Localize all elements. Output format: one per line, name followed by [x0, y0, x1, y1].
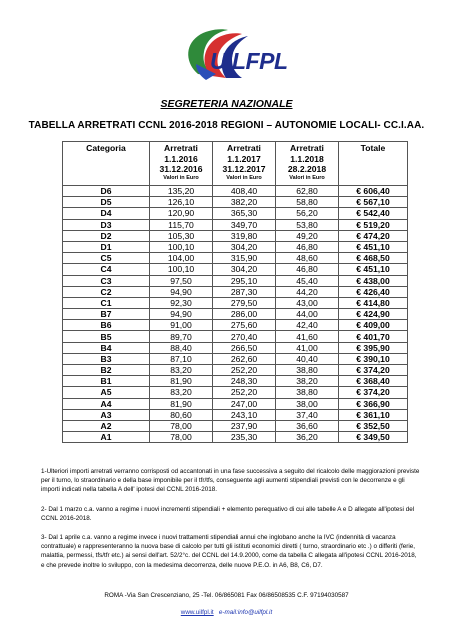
arrears-2017-cell: 248,30	[213, 376, 276, 387]
column-header	[213, 142, 276, 186]
note-1: 1-Ulteriori importi arretrati verranno corrisposti od accantonati in una fase successiva a seguito del ricalcolo delle maggiorazioni previste per il turno, lo straordinario e della base imponibile per il tfr/tfs, conseguente agli aumenti stipendiali previsti con le decorrenze e gli importi indicati nella tabella A dell' ipotesi del CCNL 2016-2018.	[41, 468, 420, 494]
table-row	[63, 398, 408, 409]
arrears-2017-cell: 270,40	[213, 331, 276, 342]
table-row	[63, 331, 408, 342]
arrears-2018-cell: 42,40	[276, 320, 339, 331]
arrears-2017-cell: 304,20	[213, 264, 276, 275]
total-cell: € 349,50	[339, 432, 408, 443]
table-row	[63, 297, 408, 308]
arrears-2018-cell: 38,00	[276, 398, 339, 409]
column-header-line: 31.12.2017	[222, 164, 266, 174]
category-cell: B1	[63, 376, 150, 387]
table-row	[63, 186, 408, 197]
arrears-2017-cell: 315,90	[213, 253, 276, 264]
arrears-2017-cell: 382,20	[213, 197, 276, 208]
arrears-2017-cell: 235,30	[213, 432, 276, 443]
arrears-2018-cell: 62,80	[276, 186, 339, 197]
website-link[interactable]: www.uilfpl.it	[180, 609, 214, 616]
total-cell: € 606,40	[339, 186, 408, 197]
table-row	[63, 230, 408, 241]
category-cell: D4	[63, 208, 150, 219]
arrears-2016-cell: 87,10	[150, 353, 213, 364]
arrears-2016-cell: 80,60	[150, 409, 213, 420]
column-header-line: 1.1.2018	[290, 153, 324, 164]
document-title: TABELLA ARRETRATI CCNL 2016-2018 REGIONI – AUTONOMIE LOCALI- CC.I.AA.	[28, 120, 425, 131]
arrears-2017-cell: 349,70	[213, 219, 276, 230]
total-cell: € 352,50	[339, 420, 408, 431]
category-cell: B6	[63, 320, 150, 331]
arrears-2018-cell: 40,40	[276, 353, 339, 364]
table-row	[63, 409, 408, 420]
arrears-2016-cell: 81,90	[150, 376, 213, 387]
table-row	[63, 365, 408, 376]
arrears-2018-cell: 45,40	[276, 275, 339, 286]
logo-text: UILFPL	[210, 48, 288, 74]
category-cell: B2	[63, 365, 150, 376]
category-cell: C5	[63, 253, 150, 264]
arrears-2018-cell: 41,00	[276, 342, 339, 353]
column-header-line: Arretrati	[227, 143, 261, 153]
category-cell: C1	[63, 297, 150, 308]
arrears-2018-cell: 43,00	[276, 297, 339, 308]
arrears-2018-cell: 46,80	[276, 264, 339, 275]
table-row	[63, 320, 408, 331]
total-cell: € 474,20	[339, 230, 408, 241]
arrears-2016-cell: 83,20	[150, 365, 213, 376]
category-cell: B5	[63, 331, 150, 342]
arrears-2017-cell: 286,00	[213, 309, 276, 320]
total-cell: € 542,40	[339, 208, 408, 219]
arrears-2018-cell: 56,20	[276, 208, 339, 219]
arrears-2018-cell: 41,60	[276, 331, 339, 342]
column-header	[276, 142, 339, 186]
column-header	[339, 142, 408, 186]
footer-contacts	[0, 609, 453, 616]
category-cell: A2	[63, 420, 150, 431]
arrears-2017-cell: 252,20	[213, 365, 276, 376]
arrears-2016-cell: 83,20	[150, 387, 213, 398]
organization-heading: SEGRETERIA NAZIONALE	[160, 98, 293, 110]
arrears-2018-cell: 38,80	[276, 387, 339, 398]
arrears-2017-cell: 279,50	[213, 297, 276, 308]
total-cell: € 390,10	[339, 353, 408, 364]
category-cell: A5	[63, 387, 150, 398]
arrears-2018-cell: 48,60	[276, 253, 339, 264]
column-header-line: 1.1.2017	[227, 153, 261, 164]
table-header-row	[63, 142, 408, 186]
arrears-2016-cell: 115,70	[150, 219, 213, 230]
arrears-2018-cell: 49,20	[276, 230, 339, 241]
table-body	[63, 186, 408, 443]
arrears-2018-cell: 38,80	[276, 365, 339, 376]
arrears-2016-cell: 100,10	[150, 241, 213, 252]
category-cell: B3	[63, 353, 150, 364]
column-header-line: Categoria	[86, 143, 126, 153]
total-cell: € 567,10	[339, 197, 408, 208]
category-cell: D3	[63, 219, 150, 230]
email-text: e-mail:info@uilfpl.it	[218, 609, 273, 616]
table-row	[63, 253, 408, 264]
category-cell: A1	[63, 432, 150, 443]
table-row	[63, 420, 408, 431]
category-cell: C3	[63, 275, 150, 286]
arrears-2016-cell: 81,90	[150, 398, 213, 409]
total-cell: € 361,10	[339, 409, 408, 420]
arrears-2018-cell: 44,20	[276, 286, 339, 297]
total-cell: € 451,10	[339, 264, 408, 275]
arrears-2016-cell: 89,70	[150, 331, 213, 342]
arrears-2017-cell: 247,00	[213, 398, 276, 409]
arrears-2016-cell: 100,10	[150, 264, 213, 275]
category-cell: C4	[63, 264, 150, 275]
table-row	[63, 353, 408, 364]
total-cell: € 424,90	[339, 309, 408, 320]
column-header-line: 1.1.2016	[164, 153, 198, 164]
arrears-2017-cell: 262,60	[213, 353, 276, 364]
arrears-2017-cell: 295,10	[213, 275, 276, 286]
total-cell: € 468,50	[339, 253, 408, 264]
arrears-2018-cell: 53,80	[276, 219, 339, 230]
arrears-2016-cell: 120,90	[150, 208, 213, 219]
column-header-line: 28.2.2018	[287, 164, 327, 174]
column-unit-note: Valori in Euro	[163, 174, 199, 181]
total-cell: € 366,90	[339, 398, 408, 409]
table-row	[63, 387, 408, 398]
arrears-2017-cell: 275,60	[213, 320, 276, 331]
table-row	[63, 241, 408, 252]
arrears-table	[62, 141, 408, 443]
arrears-2017-cell: 365,30	[213, 208, 276, 219]
total-cell: € 401,70	[339, 331, 408, 342]
total-cell: € 395,90	[339, 342, 408, 353]
arrears-2017-cell: 304,20	[213, 241, 276, 252]
table-row	[63, 275, 408, 286]
arrears-2016-cell: 97,50	[150, 275, 213, 286]
total-cell: € 451,10	[339, 241, 408, 252]
arrears-2018-cell: 38,20	[276, 376, 339, 387]
category-cell: D1	[63, 241, 150, 252]
arrears-2016-cell: 126,10	[150, 197, 213, 208]
category-cell: C2	[63, 286, 150, 297]
arrears-2016-cell: 105,30	[150, 230, 213, 241]
column-header-line: 31.12.2016	[159, 164, 203, 174]
arrears-2017-cell: 252,20	[213, 387, 276, 398]
table-row	[63, 376, 408, 387]
arrears-2018-cell: 36,60	[276, 420, 339, 431]
column-unit-note: Valori in Euro	[226, 174, 262, 181]
category-cell: D2	[63, 230, 150, 241]
total-cell: € 374,20	[339, 365, 408, 376]
arrears-2018-cell: 46,80	[276, 241, 339, 252]
arrears-2017-cell: 237,90	[213, 420, 276, 431]
table-row	[63, 432, 408, 443]
category-cell: A3	[63, 409, 150, 420]
arrears-2017-cell: 266,50	[213, 342, 276, 353]
arrears-2018-cell: 37,40	[276, 409, 339, 420]
total-cell: € 368,40	[339, 376, 408, 387]
arrears-2016-cell: 104,00	[150, 253, 213, 264]
table-row	[63, 286, 408, 297]
arrears-2018-cell: 58,80	[276, 197, 339, 208]
table-row	[63, 208, 408, 219]
arrears-2018-cell: 44,00	[276, 309, 339, 320]
category-cell: B4	[63, 342, 150, 353]
arrears-2016-cell: 92,30	[150, 297, 213, 308]
column-header-line: Arretrati	[164, 143, 198, 153]
arrears-2016-cell: 94,90	[150, 309, 213, 320]
column-header-line: Totale	[360, 143, 386, 153]
total-cell: € 409,00	[339, 320, 408, 331]
total-cell: € 374,20	[339, 387, 408, 398]
arrears-2018-cell: 36,20	[276, 432, 339, 443]
category-cell: D6	[63, 186, 150, 197]
arrears-2017-cell: 287,30	[213, 286, 276, 297]
category-cell: A4	[63, 398, 150, 409]
column-header-line: Arretrati	[290, 143, 324, 153]
arrears-2017-cell: 243,10	[213, 409, 276, 420]
table-row	[63, 219, 408, 230]
table-row	[63, 197, 408, 208]
arrears-2017-cell: 408,40	[213, 186, 276, 197]
note-3: 3- Dal 1 aprile c.a. vanno a regime invece i nuovi trattamenti stipendiali annui che inglobano anche la IVC (indennità di vacanza contrattuale) e rappresenteranno la nuova base di calcolo per tutti gli istituti economici diretti ( turno, straordinario etc .) o differiti (ferie, malattia, permessi, tfs/tfr etc.) ai sensi dell'art. 52/2°c. del CCNL del 14.9.2000, come da tabella C allegata all'ipotesi CCNL 2016-2018, e che prevede inoltre lo sviluppo, con la medesima decorrenza, delle nuove P.E.O. in A6, B8, C6, D7.	[41, 534, 417, 569]
note-2: 2- Dal 1 marzo c.a. vanno a regime i nuovi incrementi stipendiali + elemento perequativo di cui alle tabelle A e D allegate all'ipotesi del CCNL 2016-2018.	[41, 506, 415, 523]
total-cell: € 414,80	[339, 297, 408, 308]
total-cell: € 438,00	[339, 275, 408, 286]
table-row	[63, 264, 408, 275]
arrears-2016-cell: 94,90	[150, 286, 213, 297]
column-header	[63, 142, 150, 186]
table-row	[63, 342, 408, 353]
arrears-2016-cell: 91,00	[150, 320, 213, 331]
total-cell: € 426,40	[339, 286, 408, 297]
arrears-2017-cell: 319,80	[213, 230, 276, 241]
total-cell: € 519,20	[339, 219, 408, 230]
category-cell: D5	[63, 197, 150, 208]
uilfpl-logo	[176, 24, 288, 82]
arrears-2016-cell: 135,20	[150, 186, 213, 197]
table-row	[63, 309, 408, 320]
arrears-2016-cell: 78,00	[150, 420, 213, 431]
column-unit-note: Valori in Euro	[289, 174, 325, 181]
footer-address: ROMA -Via San Crescenziano, 25 -Tel. 06/865081 Fax 06/86508535 C.F. 97194030587	[104, 592, 349, 599]
arrears-2016-cell: 78,00	[150, 432, 213, 443]
column-header	[150, 142, 213, 186]
category-cell: B7	[63, 309, 150, 320]
arrears-2016-cell: 88,40	[150, 342, 213, 353]
